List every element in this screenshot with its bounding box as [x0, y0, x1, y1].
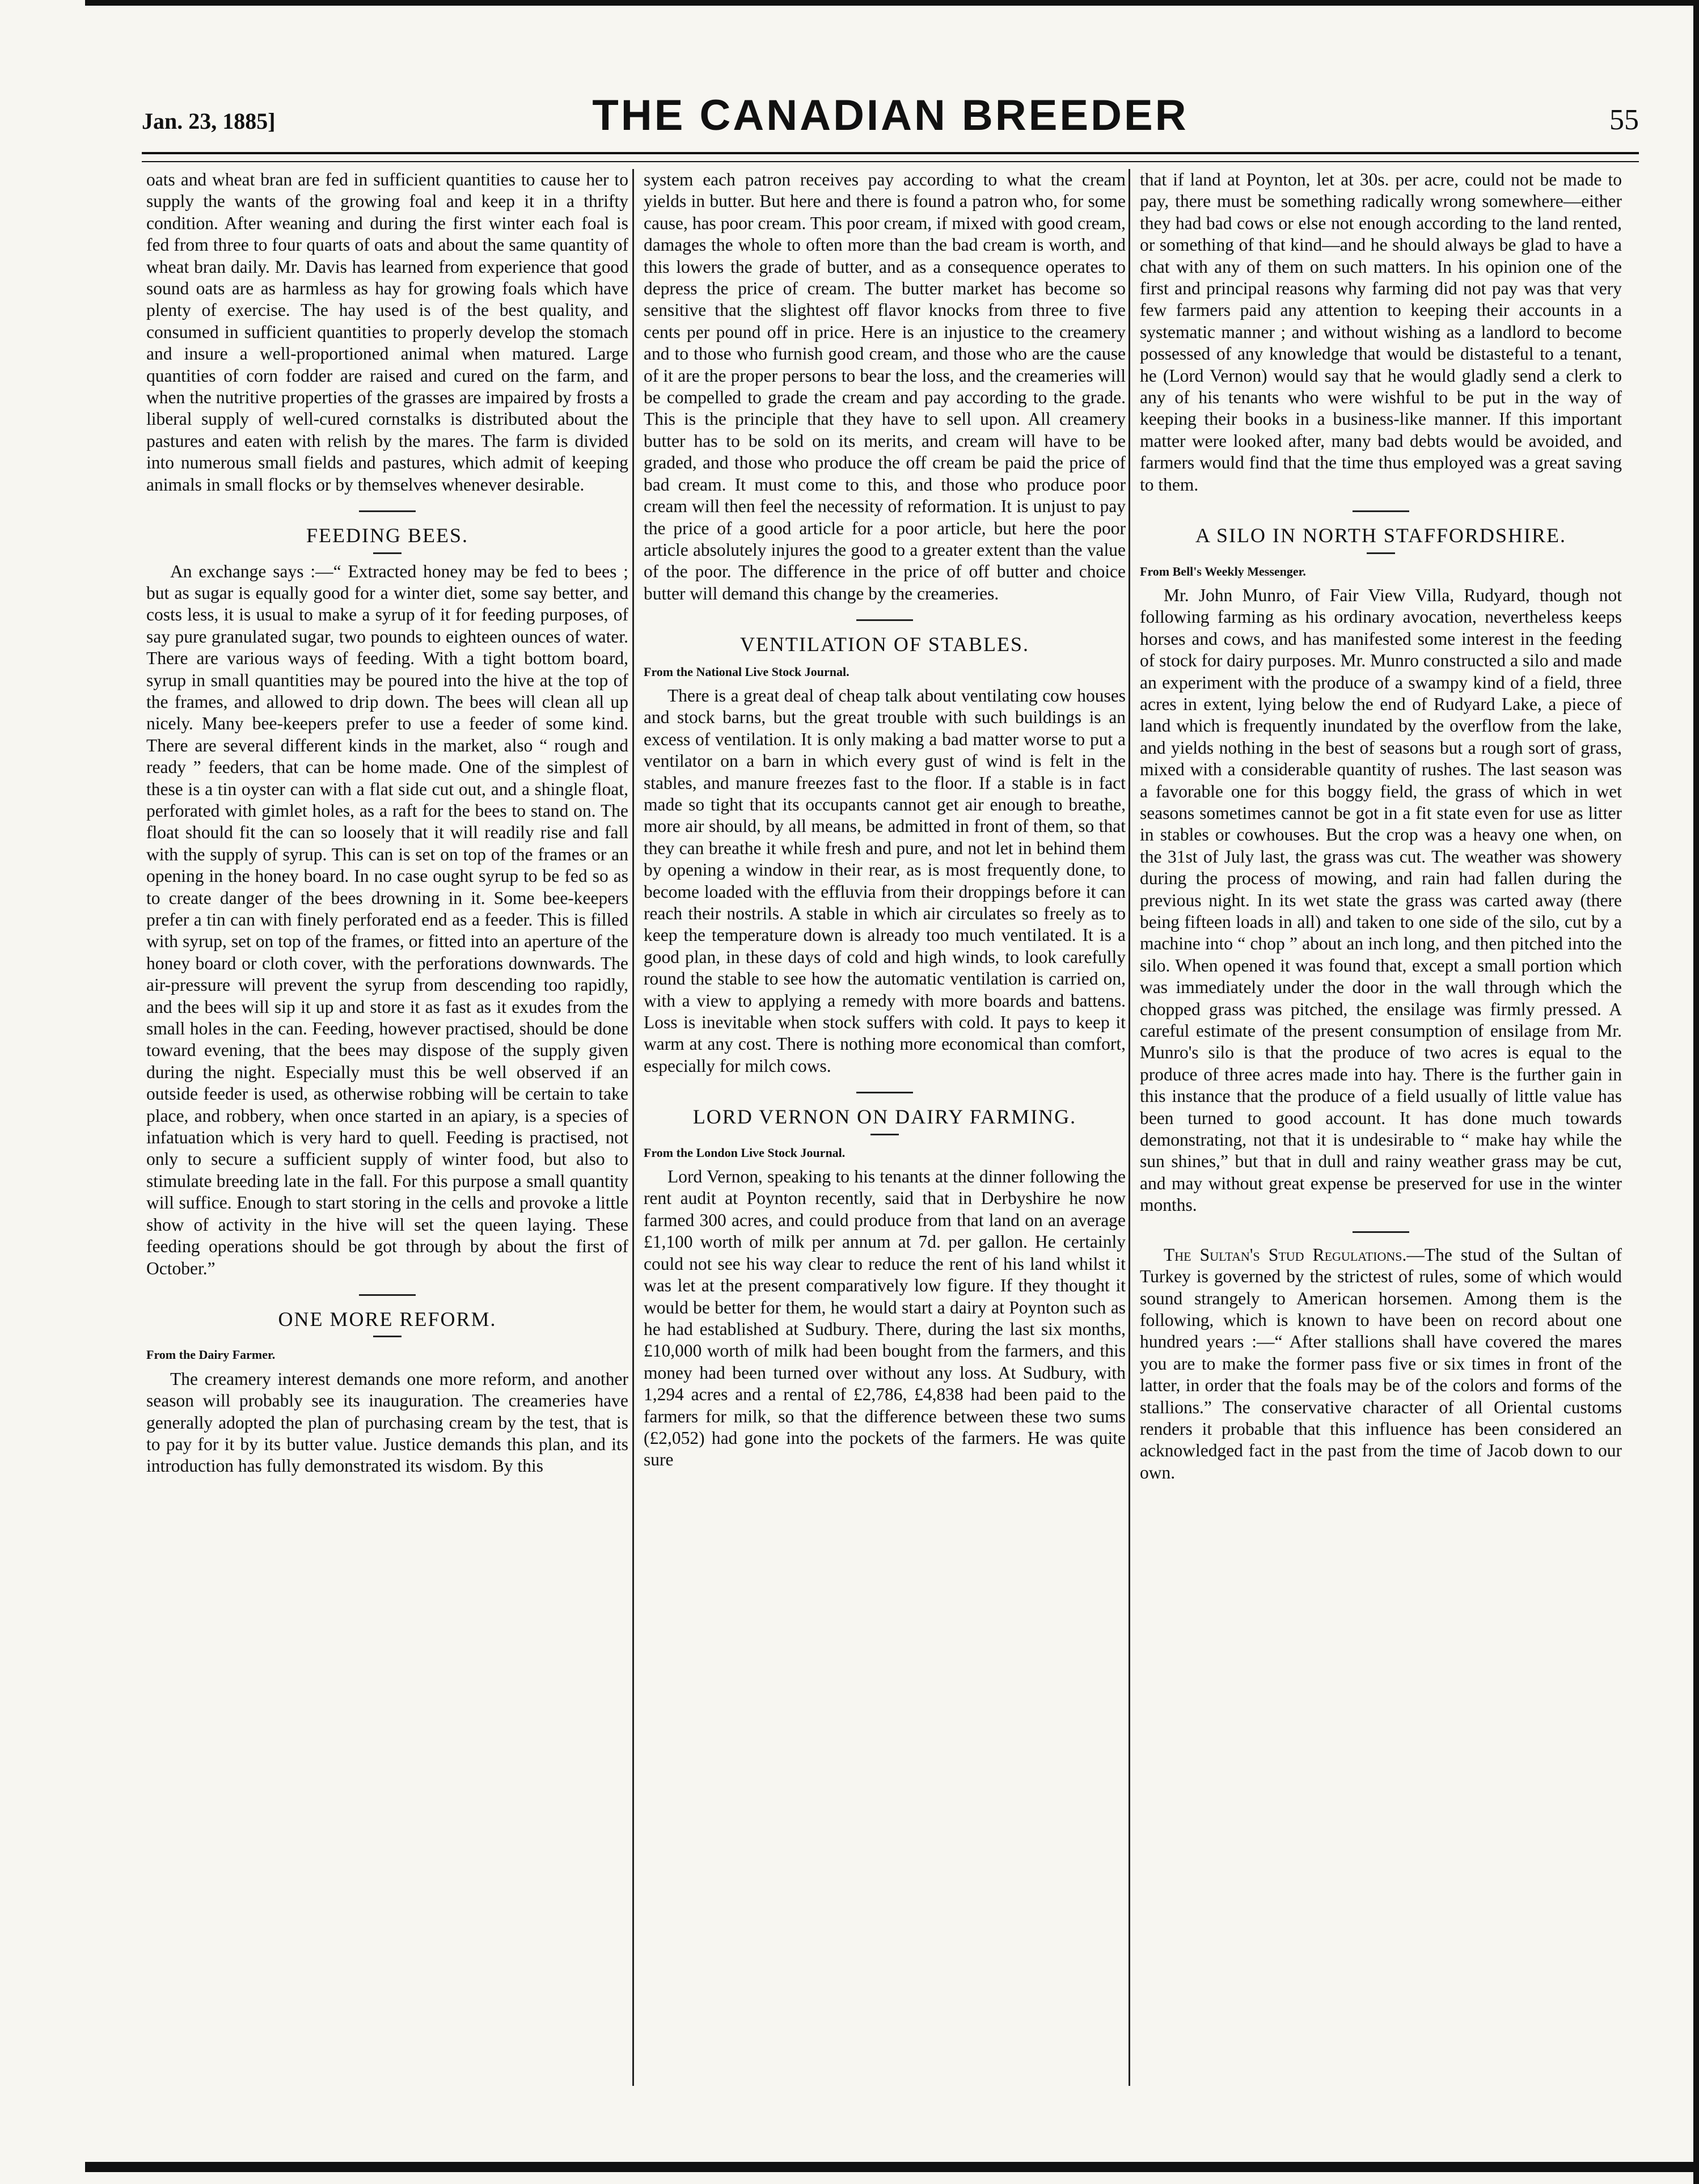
article-source: From Bell's Weekly Messenger.: [1140, 564, 1306, 578]
section-divider: [359, 1294, 416, 1296]
article-body-ventilation: There is a great deal of cheap talk about ventilating cow houses and stock barns, but the great trouble with such buildings is an excess of ventilation. It is only making a bad matter worse to put a ventilator on a barn in which every gust of wind is felt in the stables, and manure freezes fast to the floor. If a stable is in fact made so tight that its occupants cannot get air enough to breathe, more air should, by all means, be admitted in front of them, so that they can breathe it while fresh and pure, and not let in behind them by opening a window in their rear, as is most frequently done, to become loaded with the effluvia from their droppings before it can reach their nostrils. A stable in which air circulates so freely as to keep the temperature down is already too much ventilated. It is a good plan, in these days of cold and high winds, to look carefully round the stable to see how the automatic ventilation is carried on, with a view to applying a remedy with more boards and battens. Loss is inevitable when stock suffers with cold. It pays to keep it warm at any cost. There is nothing more economical than comfort, especially for milch cows.: [644, 685, 1126, 1076]
page-header: [142, 91, 1639, 153]
article-body-silo: Mr. John Munro, of Fair View Villa, Rudyard, though not following farming as his ordinary avocation, nevertheless keeps horses and cows, and has manifested some interest in the feeding of stock for dairy purposes. Mr. Munro constructed a silo and made an experiment with the produce of a swampy kind of a field, three acres in extent, lying below the end of Rudyard Lake, a piece of land which is frequently inundated by the overflow from the lake, and yields nothing in the best of seasons but a rough sort of grass, mixed with a considerable quantity of rushes. The last season was a favorable one for this boggy field, the grass of which in wet seasons sometimes cannot be got in a fit state even for use as litter in stables or cowhouses. But the crop was a heavy one when, on the 31st of July last, the grass was cut. The weather was showery during the process of mowing, and rain had fallen during the previous night. In its wet state the grass was carted away (there being fifteen loads in all) and taken to one side of the silo, cut by a machine into “ chop ” about an inch long, and then pitched into the silo. When opened it was found that, except a small portion which was immediately under the door in the wall through which the chopped grass was pitched, the ensilage was firmly pressed. A careful estimate of the present consumption of ensilage from Mr. Munro's silo is that the produce of two acres is equal to the produce of three acres made into hay. There is the further gain in this instance that the produce of a field usually of little value has been turned to good account. It has done much towards demonstrating, not that it is undesirable to “ make hay while the sun shines,” but that in dull and rainy weather grass may be cut, and may without great expense be preserved for use in the winter months.: [1140, 585, 1622, 1215]
section-divider: [856, 1092, 913, 1093]
section-divider: [1353, 1231, 1409, 1233]
section-divider: [856, 619, 913, 621]
article-source: From the National Live Stock Journal.: [644, 664, 850, 679]
article-source: From the Dairy Farmer.: [146, 1347, 276, 1362]
issue-date: Jan. 23, 1885]: [142, 108, 276, 134]
page-number: 55: [1609, 104, 1639, 136]
article-body-sultan: [1140, 1244, 1622, 1484]
section-divider: [1353, 510, 1409, 512]
header-rule: [142, 152, 1639, 162]
article-continuation: oats and wheat bran are fed in sufficient quantities to cause her to supply the wants of the growing foal and keep it in a thrifty condition. After weaning and during the first winter each foal is fed from three to four quarts of oats and about the same quantity of wheat bran daily. Mr. Davis has learned from experience that good sound oats are as harmless as hay for growing foals which have plenty of exercise. The hay used is of the best quality, and consumed in sufficient quantities to properly develop the stomach and insure a well-proportioned animal when matured. Large quantities of corn fodder are raised and cured on the farm, and when the nutritive properties of the grasses are impaired by frosts a liberal supply of well-cured cornstalks is distributed about the pastures and eaten with relish by the mares. The farm is divided into numerous small fields and pastures, which admit of keeping animals in small flocks or by themselves whenever desirable.: [146, 170, 628, 495]
column-2: [644, 169, 1126, 2086]
article-heading-feeding-bees: FEEDING BEES.: [306, 524, 468, 547]
article-heading-ventilation: VENTILATION OF STABLES.: [739, 633, 1030, 656]
masthead-title: THE CANADIAN BREEDER: [592, 91, 1189, 140]
article-body-feeding-bees: An exchange says :—“ Extracted honey may be fed to bees ; but as sugar is equally good for a winter diet, some say better, and costs less, it is usual to make a syrup of it for feeding purposes, of say pure granulated sugar, two pounds to eighteen ounces of water. There are various ways of feeding. With a tight bottom board, syrup in small quantities may be poured into the hive at the top of the frames, and allowed to drip down. The bees will clean all up nicely. Many bee-keepers prefer to use a feeder of some kind. There are several different kinds in the market, also “ rough and ready ” feeders, that can be home made. One of the simplest of these is a tin oyster can with a flat side cut out, and a shingle float, perforated with gimlet holes, as a raft for the bees to stand on. The float should fit the can so loosely that it will readily rise and fall with the supply of syrup. This can is set on top of the frames or an opening in the honey board. In no case ought syrup to be fed so as to create danger of the bees drowning in it. Some bee-keepers prefer a tin can with finely perforated end as a feeder. This is filled with syrup, set on top of the frames, or fitted into an aperture of the honey board or cloth cover, with the perforations downwards. The air-pressure will prevent the syrup from descending too rapidly, and the bees will sip it up and store it as fast as it exudes from the small holes in the can. Feeding, however practised, should be done toward evening, that the bees may dispose of the supply given during the night. Especially must this be well observed if an outside feeder is used, as otherwise robbing will be certain to take place, and robbery, when once started in an apiary, is a species of infatuation which is very hard to quell. Feeding is practised, not only to secure a sufficient supply of winter food, but also to stimulate breeding late in the fall. For this purpose a small quantity will suffice. Enough to start storing in the cells and provoke a little show of activity in the hive will set the queen laying. These feeding operations should be got through by about the first of October.”: [146, 561, 628, 1278]
article-lead-sultan: The Sultan's Stud Regulations.: [1164, 1244, 1407, 1265]
column-divider: [632, 169, 634, 2086]
article-heading-lord-vernon: LORD VERNON ON DAIRY FARMING.: [692, 1105, 1077, 1129]
article-continuation: that if land at Poynton, let at 30s. per acre, could not be made to pay, there must be something radically wrong somewhere—either they had bad cows or else not enough according to the land rented, or something of that kind—and he should always be glad to have a chat with any of them on such matters. In his opinion one of the first and principal reasons why farming did not pay was that very few farmers paid any attention to keeping their accounts in a systematic manner ; and without wishing as a landlord to become possessed of any knowledge that would be distasteful to a tenant, he (Lord Vernon) would say that he would gladly send a clerk to any of his tenants who were wishful to be put in the way of keeping their books in a business-like manner. If this important matter were looked after, many bad debts would be avoided, and farmers would find that the time thus employed was a great saving to them.: [1140, 170, 1622, 495]
heading-rule: [870, 1134, 899, 1135]
heading-rule: [373, 1336, 401, 1337]
article-continuation: system each patron receives pay according to what the cream yields in butter. But here and there is found a patron who, for some cause, has poor cream. This poor cream, if mixed with good cream, damages the whole to often more than the bad cream is worth, and this lowers the grade of butter, and as a consequence operates to depress the price of cream. The butter market has become so sensitive that the slightest off flavor knocks from three to five cents per pound off in price. Here is an injustice to the creamery and to those who furnish good cream, and those who are the cause of it are the proper persons to bear the loss, and the creameries will be compelled to grade the cream and pay according to the grade. This is the principle that they have to sell upon. All creamery butter has to be sold on its merits, and cream will have to be graded, and those who produce the off cream be paid the price of bad cream. It must come to this, and those who produce poor cream will then feel the necessity of reformation. It is unjust to pay the price of a good article for a poor article, but here the poor article absolutely injures the good to a greater extent than the value of the poor. The difference in the price of off butter and choice butter will demand this change by the creameries.: [644, 170, 1126, 603]
article-heading-silo: A SILO IN NORTH STAFFORDSHIRE.: [1195, 524, 1567, 547]
article-body-lord-vernon: Lord Vernon, speaking to his tenants at the dinner following the rent audit at Poynton recently, said that in Derbyshire he now farmed 300 acres, and could produce from that land on an average £1,100 worth of milk per annum at 7d. per gallon. He certainly could not see his way clear to reduce the rent of his land whilst it was let at the present comparatively low figure. If they thought it would be better for them, he would start a dairy at Poynton such as he had established at Sudbury. There, during the last six months, £10,000 worth of milk had been bought from the farmers, and this money had been turned over without any loss. At Sudbury, with 1,294 acres and a rental of £2,786, £4,838 had been paid to the farmers for milk, so that the difference between these two sums (£2,052) had gone into the pockets of the farmers. He was quite sure: [644, 1167, 1126, 1470]
column-divider: [1129, 169, 1130, 2086]
article-text-sultan: —The stud of the Sultan of Turkey is governed by the strictest of rules, some of which would sound strangely to American horsemen. Among them is the following, which is known to have been on record about one hundred years :—“ After stallions shall have covered the mares you are to make the former pass five or six times in front of the latter, in order that the foals may be of the colors and forms of the stallions.” The conservative character of all Oriental customs renders it probable that this influence has been considered an acknowledged fact in the past from the time of Jacob down to our own.: [1140, 1244, 1622, 1482]
column-3: [1140, 169, 1622, 2086]
section-divider: [359, 510, 416, 512]
article-heading-one-more-reform: ONE MORE REFORM.: [278, 1307, 497, 1330]
column-1: [146, 169, 628, 2086]
heading-rule: [1367, 552, 1395, 554]
article-body-one-more-reform: The creamery interest demands one more reform, and another season will probably see its inauguration. The creameries have generally adopted the plan of purchasing cream by the test, that is to pay for it by its butter value. Justice demands this plan, and its introduction has fully demonstrated its wisdom. By this: [146, 1368, 628, 1476]
bottom-rule: [85, 2162, 1699, 2172]
article-source: From the London Live Stock Journal.: [644, 1145, 846, 1160]
heading-rule: [373, 552, 401, 554]
